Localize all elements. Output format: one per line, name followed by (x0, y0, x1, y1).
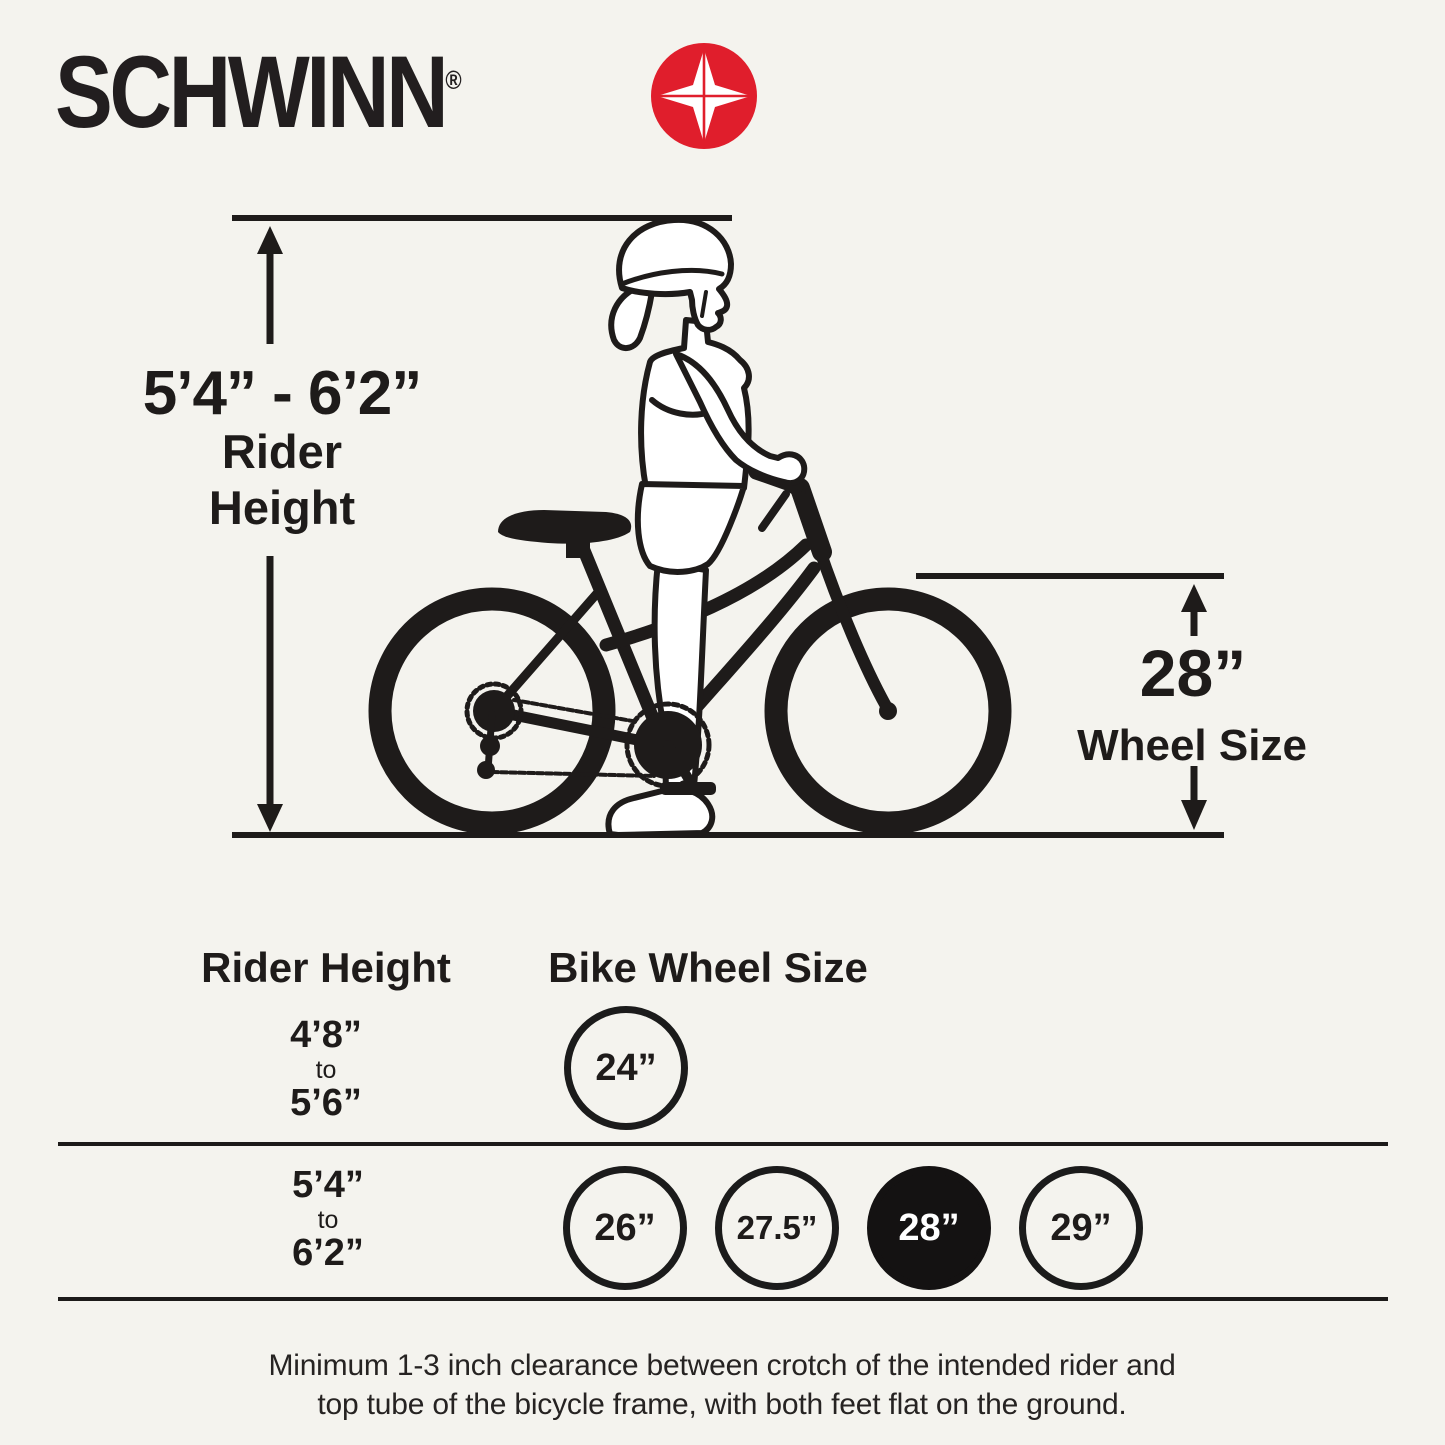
shoe (608, 789, 712, 835)
wheel-option-24 (564, 1006, 688, 1130)
rider-height-range-label: 5’4” - 6’2” (142, 359, 422, 428)
wheel-option-29-label: 29” (1050, 1206, 1112, 1249)
derailleur-pulley-1 (480, 736, 500, 756)
clearance-note (268, 1346, 1175, 1424)
wheel-option-24-label: 24” (595, 1046, 657, 1089)
chain-bottom (492, 772, 654, 776)
derailleur-pulley-2 (477, 761, 495, 779)
rider-height-word-2: Height (208, 481, 356, 534)
front-hub (879, 702, 897, 720)
wheel-option-28-selected (867, 1166, 991, 1290)
wheel-option-28-label: 28” (898, 1206, 960, 1249)
row2-height-min: 5’4” (292, 1164, 364, 1206)
wheel-option-29 (1019, 1166, 1143, 1290)
schwinn-wordmark-text: SCHWINN (55, 35, 446, 149)
wheel-option-27-5 (715, 1166, 839, 1290)
table-divider-1 (58, 1142, 1388, 1146)
wheel-option-26-label: 26” (594, 1206, 656, 1249)
clearance-note-line1: Minimum 1-3 inch clearance between crotch of the intended rider and (268, 1349, 1176, 1382)
saddle (498, 510, 631, 544)
column-header-bike-wheel-size: Bike Wheel Size (548, 944, 868, 991)
row2-joiner: to (317, 1206, 339, 1234)
wheel-size-word-label: Wheel Size (1077, 721, 1307, 770)
pedal (660, 782, 716, 795)
row1-joiner: to (315, 1056, 337, 1084)
brake-lever (762, 494, 786, 528)
wheel-size-value-label: 28” (1139, 636, 1247, 710)
wheel-option-27-5-label: 27.5” (736, 1209, 818, 1246)
clearance-note-line2: top tube of the bicycle frame, with both feet flat on the ground. (317, 1388, 1127, 1421)
seat-post-clamp (566, 538, 590, 558)
shorts (638, 484, 744, 572)
row2-height-max: 6’2” (292, 1232, 364, 1274)
rider-height-word-1: Rider (221, 425, 343, 478)
table-divider-2 (58, 1297, 1388, 1301)
column-header-rider-height: Rider Height (201, 944, 451, 991)
row1-height-min: 4’8” (290, 1014, 362, 1056)
registered-trademark: ® (445, 65, 462, 95)
row1-height-max: 5’6” (290, 1082, 362, 1124)
wheel-option-26 (563, 1166, 687, 1290)
